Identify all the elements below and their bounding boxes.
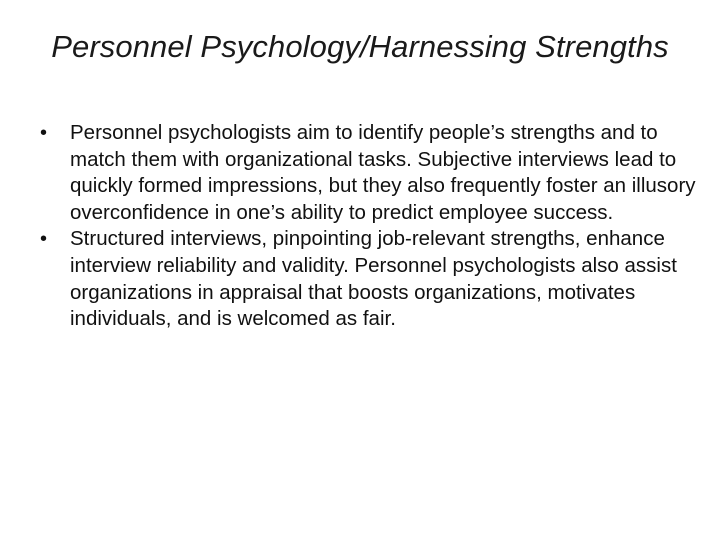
- bullet-text: Personnel psychologists aim to identify people’s strengths and to match them with organizational tasks. Subjective interviews lead to quickly formed impressions, but they also frequently foster an illusory overconfidence in one’s ability to predict employee success.: [70, 121, 696, 224]
- bullet-list: [36, 120, 696, 333]
- bullet-icon: •: [40, 228, 48, 251]
- bullet-item: [36, 120, 696, 226]
- bullet-item: [36, 226, 696, 332]
- bullet-icon: •: [40, 122, 48, 144]
- slide-title: Personnel Psychology/Harnessing Strengths: [51, 29, 669, 64]
- bullet-text: Structured interviews, pinpointing job-relevant strengths, enhance interview reliability and validity. Personnel psychologists also assist organizations in appraisal that boosts organizations, motivates individuals, and is welcomed as fair.: [70, 227, 677, 331]
